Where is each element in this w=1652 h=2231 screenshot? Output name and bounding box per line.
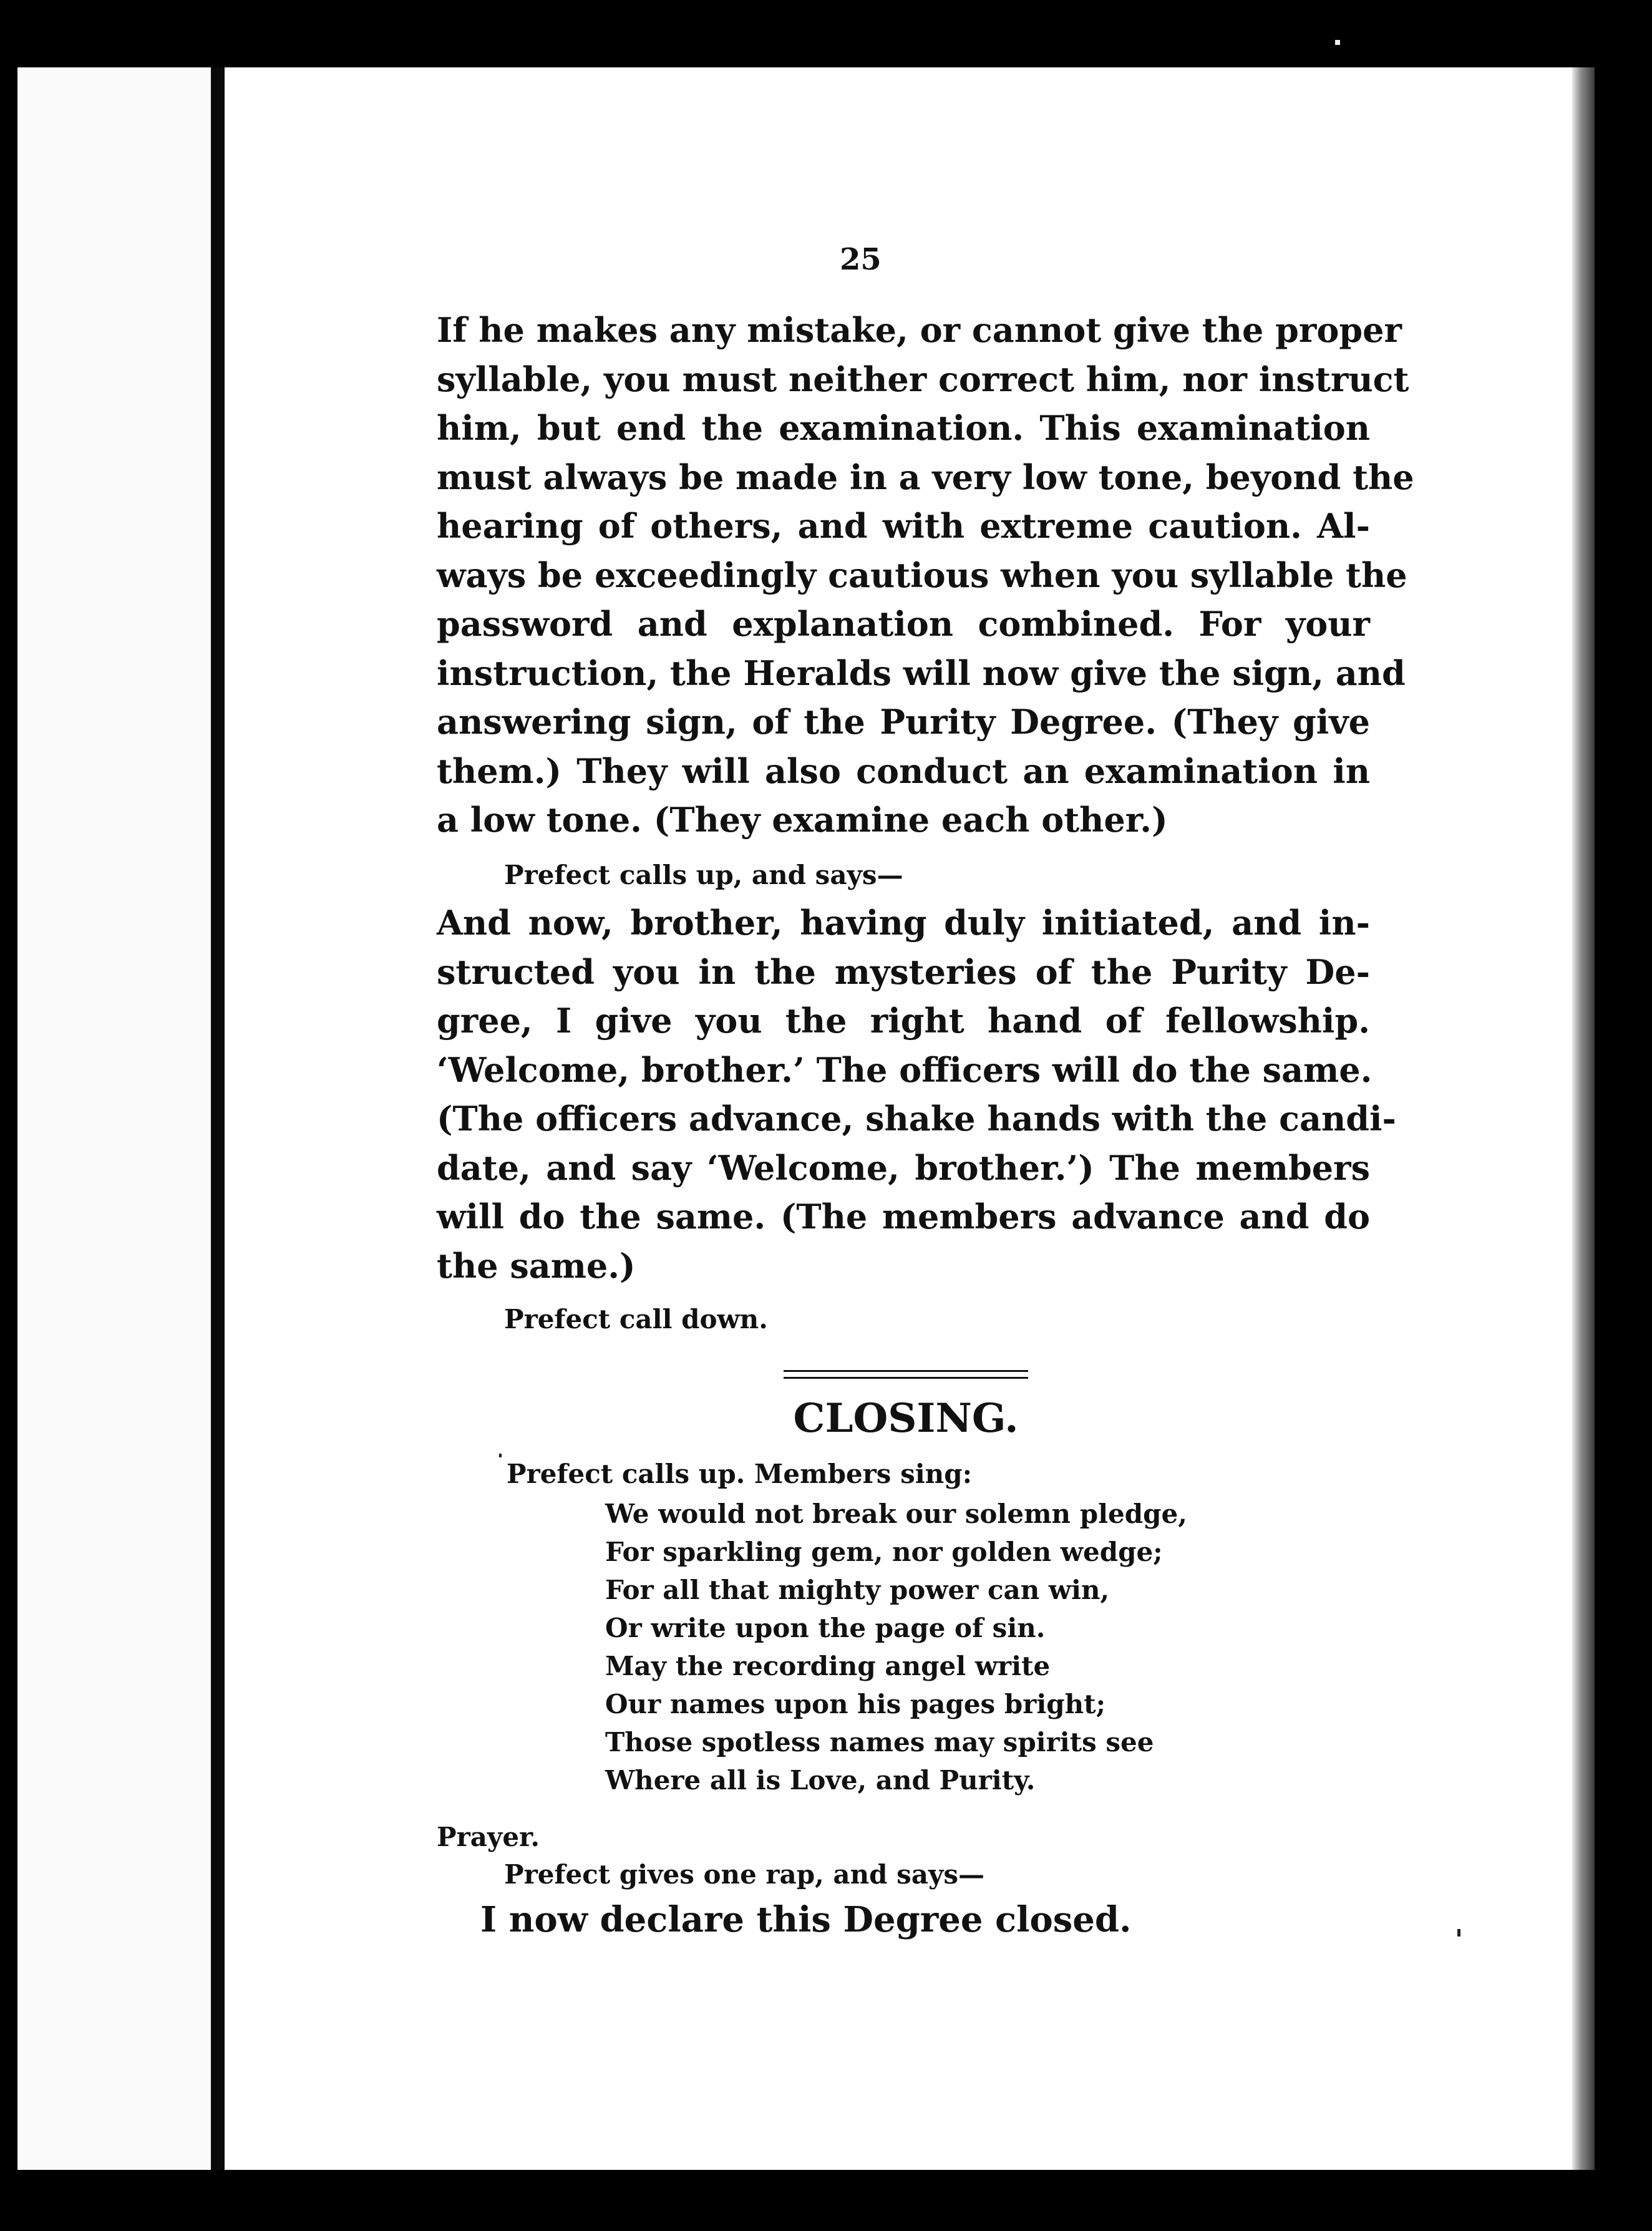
- hymn-line: We would not break our solemn pledge,: [605, 1499, 1187, 1529]
- text-line: gree, I give you the right hand of fellowship.: [437, 1001, 1370, 1041]
- text-line: will do the same. (The members advance and do: [437, 1197, 1370, 1237]
- scan-speck: [1457, 1929, 1460, 1937]
- text-line: structed you in the mysteries of the Purity De-: [437, 951, 1370, 992]
- hymn-line: Or write upon the page of sin.: [605, 1613, 1046, 1643]
- text-line: syllable, you must neither correct him, nor instruct: [437, 359, 1409, 399]
- text-line: date, and say ‘Welcome, brother.’) The members: [437, 1147, 1370, 1188]
- paragraph-text: [437, 306, 1414, 845]
- text-line: him, but end the examination. This examination: [437, 408, 1370, 448]
- prayer-label: Prayer.: [437, 1822, 540, 1852]
- section-divider-rule: [784, 1370, 1028, 1379]
- hymn-line: Where all is Love, and Purity.: [605, 1765, 1036, 1796]
- text-line: instruction, the Heralds will now give the sign, and: [437, 653, 1406, 693]
- text-line: hearing of others, and with extreme caution. Al-: [437, 506, 1370, 546]
- scan-speck: [1335, 40, 1340, 45]
- closing-hymn: [605, 1495, 1187, 1799]
- scan-speck: [499, 1454, 502, 1457]
- scan-border-right: [1595, 0, 1652, 2231]
- hymn-line: For all that mighty power can win,: [605, 1575, 1110, 1605]
- page-fore-edge: [1572, 67, 1595, 2170]
- text-line: a low tone. (They examine each other.): [437, 800, 1168, 840]
- text-line: answering sign, of the Purity Degree. (They give: [437, 702, 1370, 742]
- closing-declaration: I now declare this Degree closed.: [480, 1899, 1132, 1940]
- text-line: (The officers advance, shake hands with the candi-: [437, 1099, 1396, 1139]
- text-line: ‘Welcome, brother.’ The officers will do the same.: [437, 1049, 1373, 1090]
- book-gutter: [211, 67, 225, 2170]
- body-paragraph-1: [437, 306, 1414, 845]
- text-line: password and explanation combined. For your: [437, 604, 1370, 644]
- hymn-line: Our names upon his pages bright;: [605, 1689, 1106, 1719]
- hymn-line: May the recording angel write: [605, 1651, 1051, 1681]
- paragraph-text: [437, 898, 1396, 1290]
- closing-direction: Prefect calls up. Members sing:: [507, 1459, 973, 1489]
- text-line: must always be made in a very low tone, beyond the: [437, 457, 1414, 497]
- body-paragraph-2: [437, 898, 1396, 1290]
- text-line: If he makes any mistake, or cannot give the proper: [437, 310, 1402, 350]
- hymn-line: For sparkling gem, nor golden wedge;: [605, 1537, 1163, 1567]
- text-line: them.) They will also conduct an examination in: [437, 751, 1370, 791]
- hymn-line: Those spotless names may spirits see: [605, 1727, 1154, 1757]
- previous-page-edge: [17, 67, 211, 2170]
- scan-border-top: [0, 0, 1652, 67]
- text-line: And now, brother, having duly initiated, and in-: [437, 903, 1370, 943]
- text-line: the same.): [437, 1245, 636, 1286]
- page-number: 25: [840, 242, 882, 277]
- final-stage-direction: Prefect gives one rap, and says—: [504, 1859, 985, 1890]
- text-line: ways be exceedingly cautious when you syllable the: [437, 555, 1407, 595]
- stage-direction-prefect-call-down: Prefect call down.: [504, 1304, 768, 1334]
- stage-direction-prefect-calls-up: Prefect calls up, and says—: [504, 860, 903, 890]
- scan-border-left: [0, 67, 17, 2170]
- closing-heading: CLOSING.: [793, 1395, 1019, 1442]
- scan-border-bottom: [0, 2170, 1652, 2231]
